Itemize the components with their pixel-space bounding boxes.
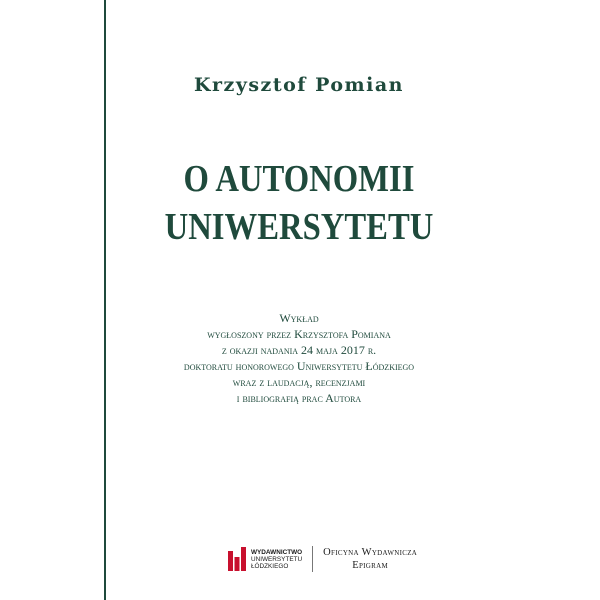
book-title-line-1: O AUTONOMII	[183, 158, 415, 200]
description-line-4: doktoratu honorowego Uniwersytetu Łódzkiego	[183, 359, 415, 373]
description-line-6: i bibliografią prac Autora	[236, 391, 362, 405]
description-line-2: wygłoszony przez Krzysztofa Pomiana	[207, 327, 391, 341]
wul-logo-icon	[228, 547, 246, 571]
book-description	[106, 310, 492, 406]
description-line-3: z okazji nadania 24 maja 2017 r.	[221, 343, 377, 357]
book-title	[133, 155, 465, 251]
book-title-line-2: UNIWERSYTETU	[164, 206, 434, 248]
description-line-1: Wykład	[279, 311, 319, 325]
description-line-5: wraz z laudacją, recenzjami	[232, 375, 366, 389]
epigram-name-line-2: Epigram	[352, 560, 389, 571]
publisher-logos	[228, 545, 417, 573]
wul-publisher-name	[251, 549, 302, 570]
epigram-name-line-1: Oficyna Wydawnicza	[323, 547, 418, 558]
publisher-separator	[312, 546, 313, 572]
epigram-publisher-name	[323, 546, 417, 572]
wul-name-line-3: ŁÓDZKIEGO	[251, 562, 289, 570]
wul-name-line-1: WYDAWNICTWO	[251, 548, 303, 556]
author-name: Krzysztof Pomian	[194, 74, 404, 96]
wul-name-line-2: UNIWERSYTETU	[251, 555, 303, 563]
